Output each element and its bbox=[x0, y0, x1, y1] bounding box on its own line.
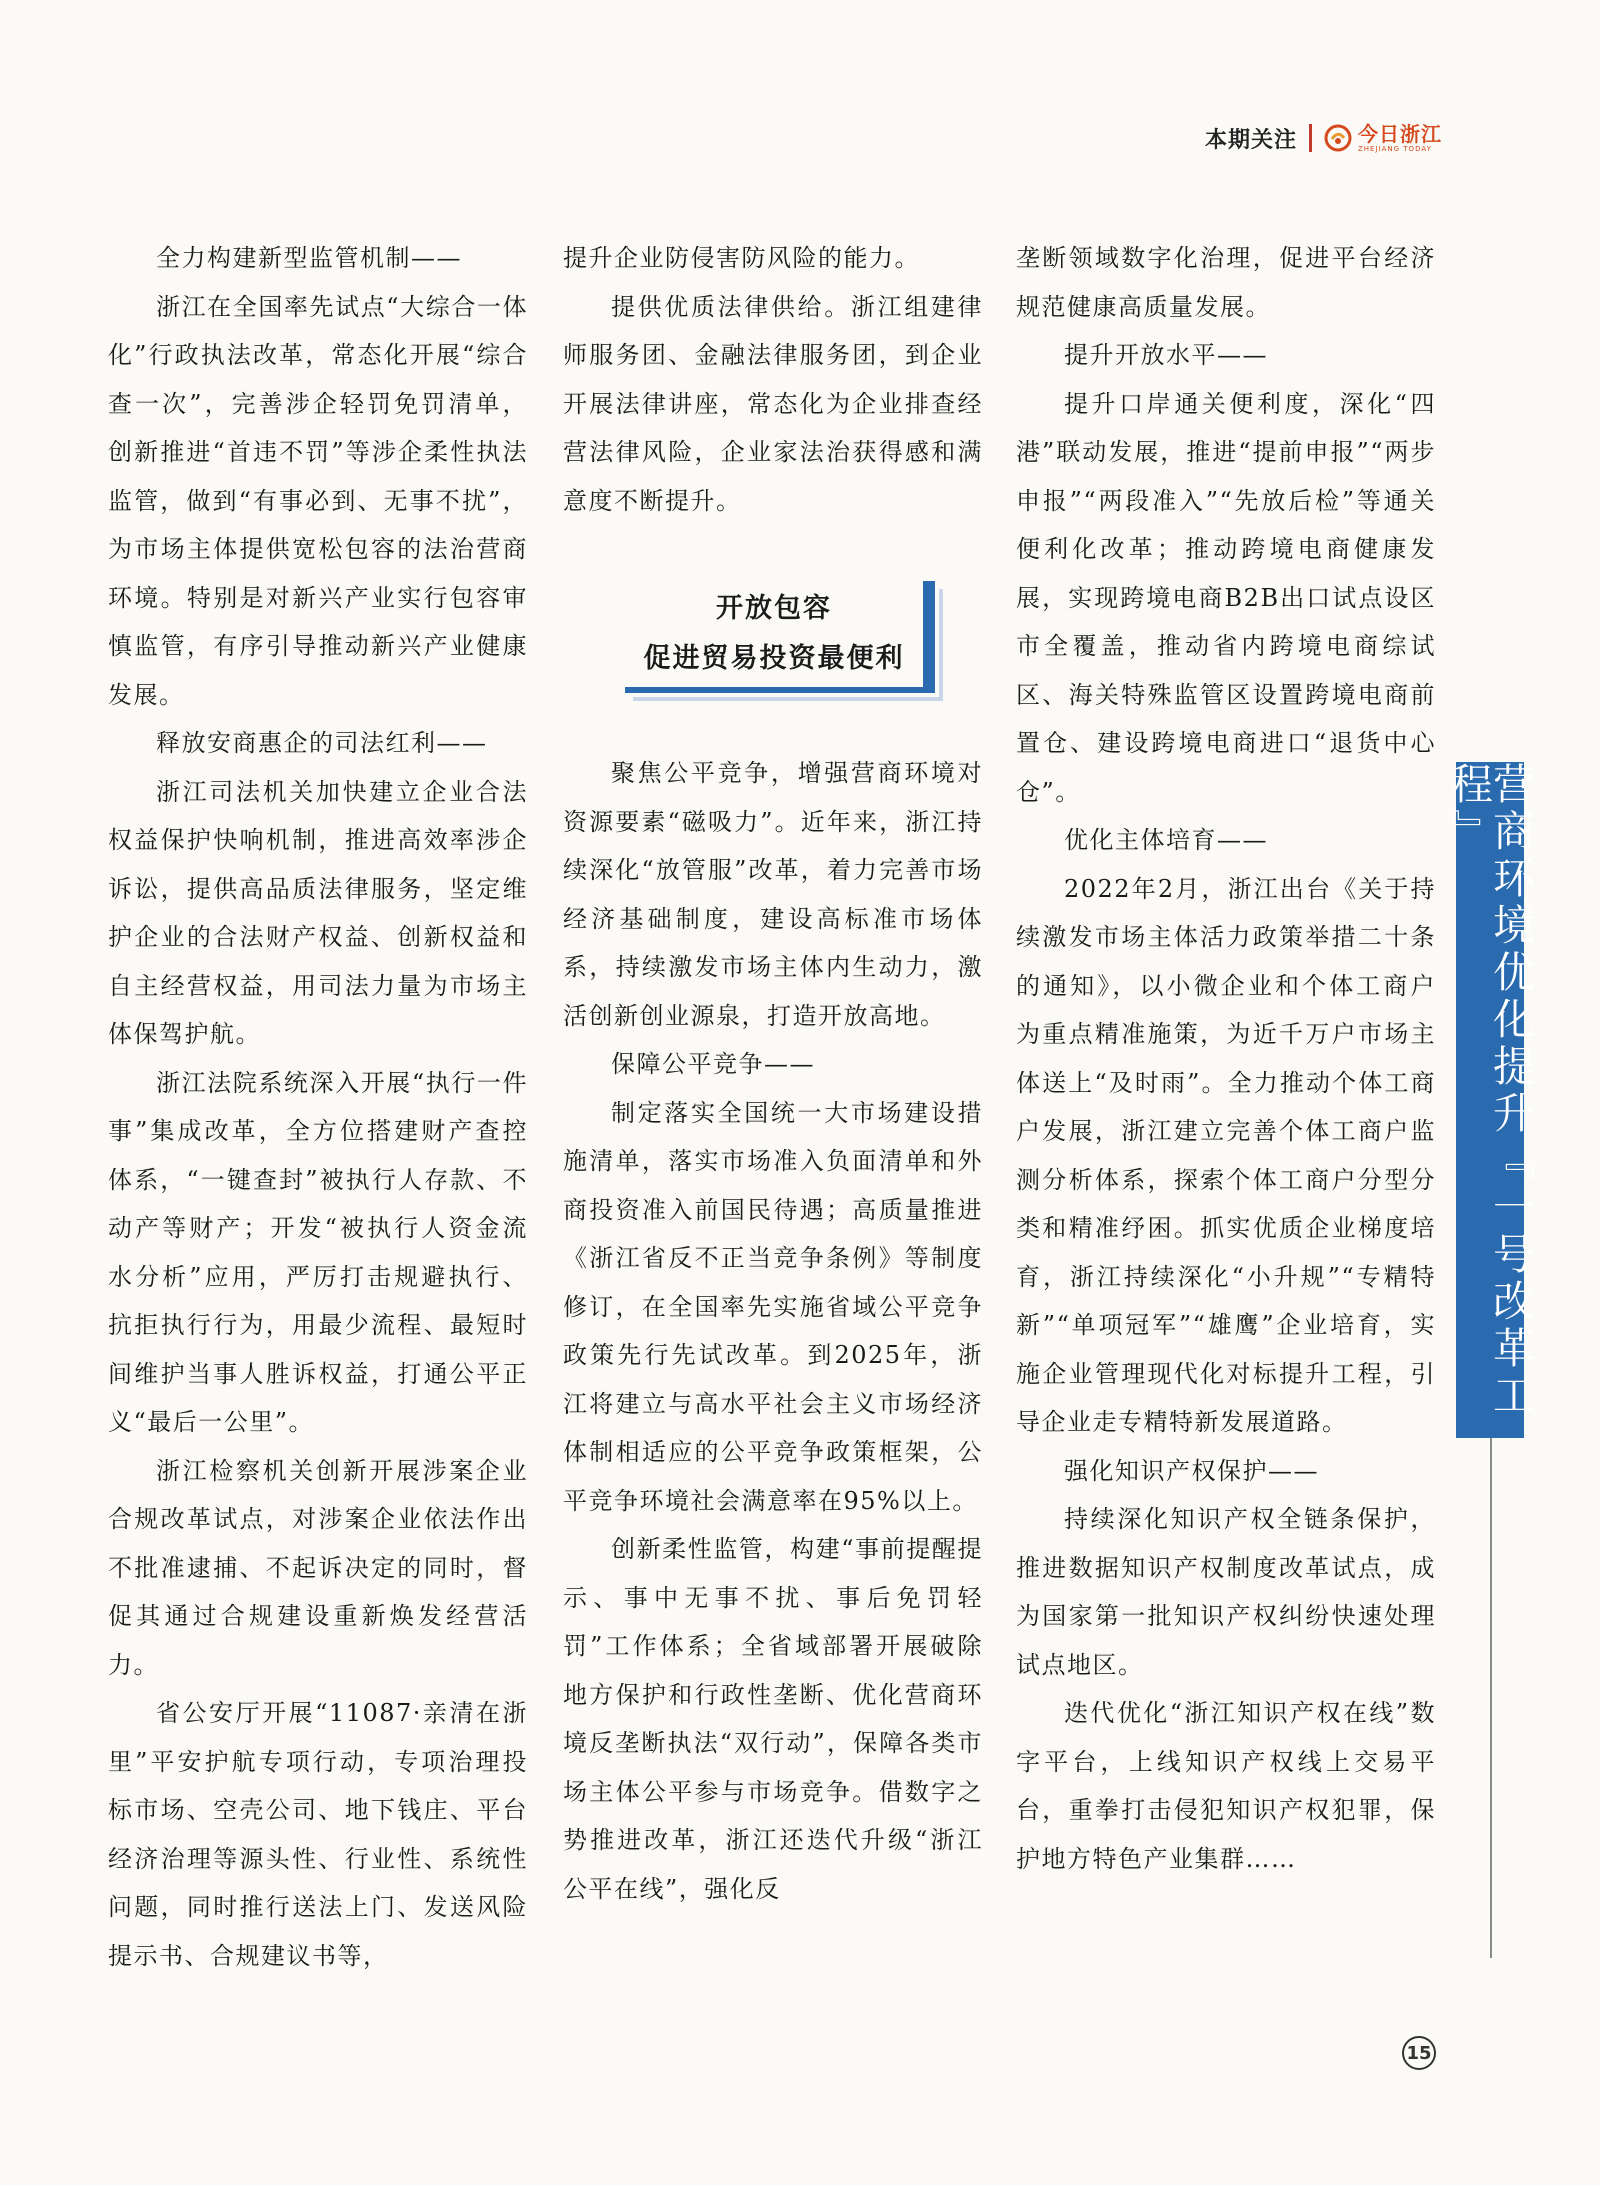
magazine-logo bbox=[1324, 121, 1442, 153]
subheading-frame-right bbox=[923, 581, 935, 693]
section-subheading bbox=[625, 581, 935, 693]
paragraph: 提供优质法律供给。浙江组建律师服务团、金融法律服务团，到企业开展法律讲座，常态化为企业排查经营法律风险，企业家法治获得感和满意度不断提升。 bbox=[563, 292, 983, 515]
column-2-top bbox=[563, 234, 983, 525]
paragraph: 释放安商惠企的司法红利—— bbox=[156, 729, 488, 757]
paragraph: 浙江在全国率先试点“大综合一体化”行政执法改革，常态化开展“综合查一次”，完善涉企轻罚免罚清单，创新推进“首违不罚”等涉企柔性执法监管，做到“有事必到、无事不扰”，为市场主体提供宽松包容的法治营商环境。特别是对新兴产业实行包容审慎监管，有序引导推动新兴产业健康发展。 bbox=[108, 292, 528, 709]
paragraph: 迭代优化“浙江知识产权在线”数字平台，上线知识产权线上交易平台，重拳打击侵犯知识产权犯罪，保护地方特色产业集群…… bbox=[1016, 1699, 1436, 1873]
page-number: 15 bbox=[1402, 2036, 1436, 2070]
paragraph: 优化主体培育—— bbox=[1064, 826, 1268, 854]
paragraph: 垄断领域数字化治理，促进平台经济规范健康高质量发展。 bbox=[1016, 244, 1436, 321]
paragraph: 全力构建新型监管机制—— bbox=[156, 244, 462, 272]
paragraph: 制定落实全国统一大市场建设措施清单，落实市场准入负面清单和外商投资准入前国民待遇；高质量推进《浙江省反不正当竞争条例》等制度修订，在全国率先实施省域公平竞争政策先行先试改革。到2025年，浙江将建立与高水平社会主义市场经济体制相适应的公平竞争政策框架，公平竞争环境社会满意率在95%以上。 bbox=[563, 1098, 983, 1515]
column-2 bbox=[563, 234, 983, 1913]
paragraph: 2022年2月，浙江出台《关于持续激发市场主体活力政策举措二十条的通知》，以小微企业和个体工商户为重点精准施策，为近千万户市场主体送上“及时雨”。全力推动个体工商户发展，浙江建立完善个体工商户监测分析体系，探索个体工商户分型分类和精准纾困。抓实优质企业梯度培育，浙江持续深化“小升规”“专精特新”“单项冠军”“雄鹰”企业培育，实施企业管理现代化对标提升工程，引导企业走专精特新发展道路。 bbox=[1016, 874, 1436, 1436]
banner-rule bbox=[1490, 1438, 1492, 1958]
paragraph: 强化知识产权保护—— bbox=[1064, 1456, 1319, 1485]
paragraph: 浙江司法机关加快建立企业合法权益保护快响机制，推进高效率涉企诉讼，提供高品质法律服务，坚定维护企业的合法财产权益、创新权益和自主经营权益，用司法力量为市场主体保驾护航。 bbox=[108, 777, 528, 1048]
section-title: 本期关注 bbox=[1204, 127, 1297, 153]
logo-chinese: 今日浙江 bbox=[1358, 121, 1442, 146]
column-1 bbox=[108, 234, 528, 1980]
banner-text: 营商环境优化提升『一号改革工程』 bbox=[1445, 762, 1536, 1420]
paragraph: 保障公平竞争—— bbox=[611, 1050, 815, 1078]
subheading-line-2: 促进贸易投资最便利 bbox=[643, 643, 905, 674]
column-2-bottom bbox=[563, 749, 983, 1913]
header-divider bbox=[1309, 124, 1312, 152]
paragraph: 持续深化知识产权全链条保护，推进数据知识产权制度改革试点，成为国家第一批知识产权纠纷快速处理试点地区。 bbox=[1016, 1505, 1436, 1679]
paragraph: 提升口岸通关便利度，深化“四港”联动发展，推进“提前申报”“两步申报”“两段准入”“先放后检”等通关便利化改革；推动跨境电商健康发展，实现跨境电商B2B出口试点设区市全覆盖，推动省内跨境电商综试区、海关特殊监管区设置跨境电商前置仓、建设跨境电商进口“退货中心仓”。 bbox=[1016, 389, 1436, 806]
paragraph: 聚焦公平竞争，增强营商环境对资源要素“磁吸力”。近年来，浙江持续深化“放管服”改革，着力完善市场经济基础制度，建设高标准市场体系，持续激发市场主体内生动力，激活创新创业源泉，打造开放高地。 bbox=[563, 759, 983, 1030]
paragraph: 浙江法院系统深入开展“执行一件事”集成改革，全方位搭建财产查控体系，“一键查封”被执行人存款、不动产等财产；开发“被执行人资金流水分析”应用，严厉打击规避执行、抗拒执行行为，用最少流程、最短时间维护当事人胜诉权益，打通公平正义“最后一公里”。 bbox=[108, 1068, 528, 1436]
vertical-topic-banner bbox=[1445, 762, 1536, 1438]
logo-english: ZHEJIANG TODAY bbox=[1358, 144, 1432, 153]
paragraph: 提升开放水平—— bbox=[1064, 341, 1268, 369]
logo-swirl-icon bbox=[1324, 124, 1352, 152]
paragraph: 提升企业防侵害防风险的能力。 bbox=[563, 244, 920, 272]
subheading-line-1: 开放包容 bbox=[716, 593, 832, 624]
paragraph: 省公安厅开展“11087·亲清在浙里”平安护航专项行动，专项治理投标市场、空壳公司、地下钱庄、平台经济治理等源头性、行业性、系统性问题，同时推行送法上门、发送风险提示书、合规建议书等， bbox=[108, 1699, 528, 1970]
page-header bbox=[1205, 118, 1442, 158]
paragraph: 浙江检察机关创新开展涉案企业合规改革试点，对涉案企业依法作出不批准逮捕、不起诉决定的同时，督促其通过合规建设重新焕发经营活力。 bbox=[108, 1456, 528, 1679]
paragraph: 创新柔性监管，构建“事前提醒提示、事中无事不扰、事后免罚轻罚”工作体系；全省域部署开展破除地方保护和行政性垄断、优化营商环境反垄断执法“双行动”，保障各类市场主体公平参与市场竞争。借数字之势推进改革，浙江还迭代升级“浙江公平在线”，强化反 bbox=[563, 1535, 983, 1903]
subheading-frame-bottom bbox=[625, 687, 935, 693]
column-3 bbox=[1016, 234, 1436, 1883]
